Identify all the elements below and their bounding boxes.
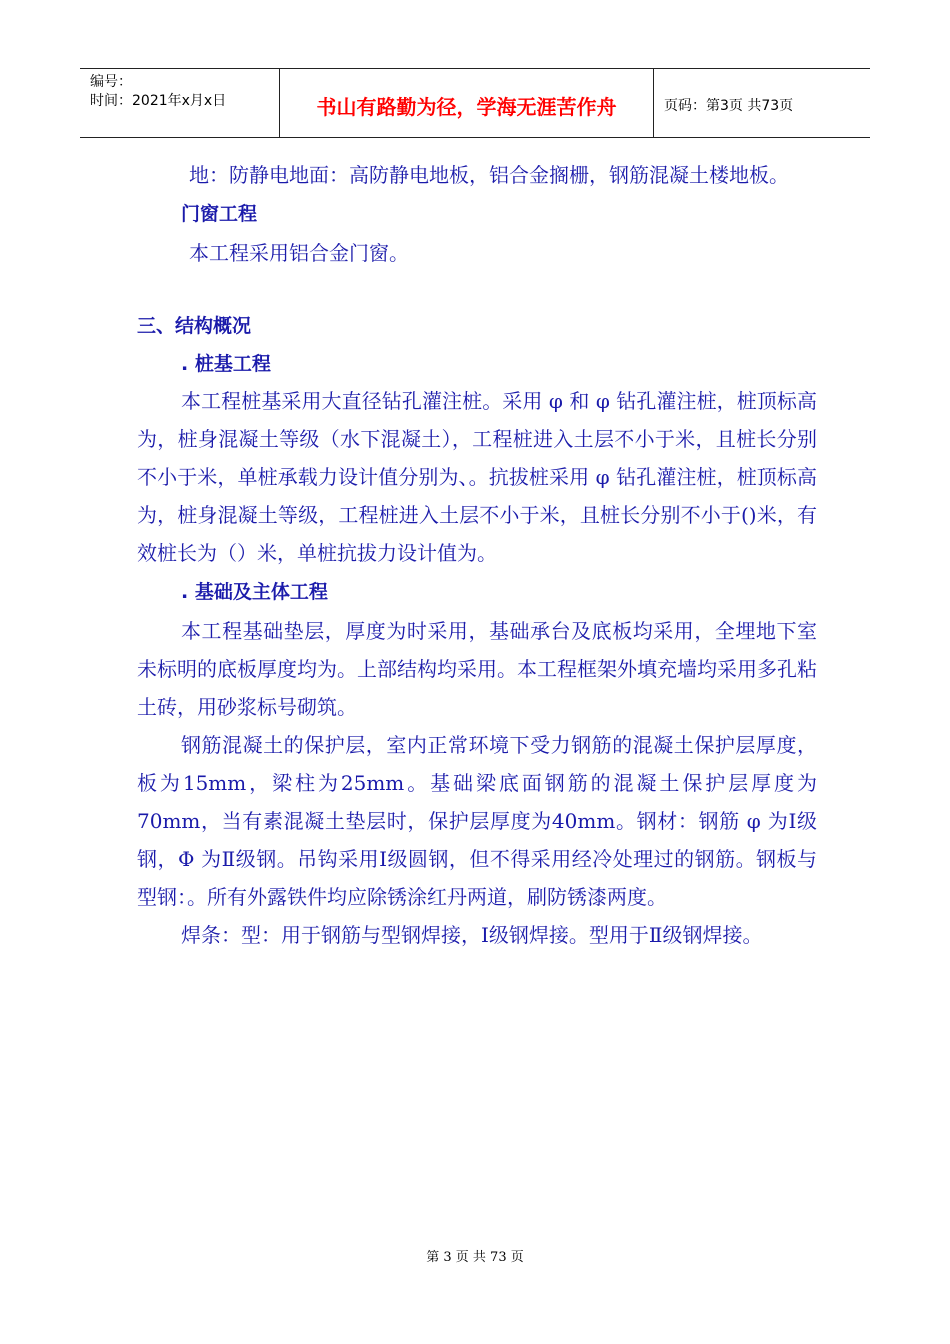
paragraph-foundation-1: 本工程基础垫层，厚度为时采用，基础承台及底板均采用，全埋地下室未标明的底板厚度均为。上部结构均采用。本工程框架外填充墙均采用多孔粘土砖，用砂浆标号砌筑。 — [137, 619, 817, 719]
paragraph-floor: 地：防静电地面：高防静电地板，铝合金搁栅，钢筋混凝土楼地板。 — [189, 163, 789, 187]
heading-doors-windows: 门窗工程 — [181, 203, 258, 225]
paragraph-doors-windows: 本工程采用铝合金门窗。 — [189, 241, 409, 265]
document-time: 时间：2021年x月x日 — [90, 93, 227, 109]
document-body — [137, 156, 817, 954]
header-page-info: 页码：第3页 共73页 — [664, 98, 794, 114]
heading-foundation-main: . 基础及主体工程 — [181, 581, 328, 603]
heading-structure: 三、结构概况 — [137, 315, 252, 337]
section-gap — [137, 272, 817, 306]
paragraph-pile-foundation: 本工程桩基采用大直径钻孔灌注桩。采用 φ 和 φ 钻孔灌注桩，桩顶标高为，桩身混凝土等级（水下混凝土），工程桩进入土层不小于米，且桩长分别不小于米，单桩承载力设计值分别为、。抗拔桩采用 φ 钻孔灌注桩，桩顶标高为，桩身混凝土等级，工程桩进入土层不小于米，且桩长分别不小于()米，有效桩长为（）米，单桩抗拔力设计值为。 — [137, 389, 817, 565]
page-header — [80, 68, 870, 138]
page-footer: 第 3 页 共 73 页 — [426, 1250, 524, 1265]
header-motto: 书山有路勤为径，学海无涯苦作舟 — [280, 69, 654, 137]
header-meta — [80, 69, 280, 137]
document-number: 编号： — [90, 74, 132, 90]
paragraph-foundation-3: 焊条：型：用于钢筋与型钢焊接，Ⅰ级钢焊接。型用于Ⅱ级钢焊接。 — [181, 923, 763, 947]
heading-pile-foundation: . 桩基工程 — [181, 353, 271, 375]
paragraph-foundation-2: 钢筋混凝土的保护层，室内正常环境下受力钢筋的混凝土保护层厚度，板为15mm，梁柱为25mm。基础梁底面钢筋的混凝土保护层厚度为70mm，当有素混凝土垫层时，保护层厚度为40mm。钢材：钢筋 φ 为Ⅰ级钢，Φ 为Ⅱ级钢。吊钩采用Ⅰ级圆钢，但不得采用经冷处理过的钢筋。钢板与型钢：。所有外露铁件均应除锈涂红丹两道，刷防锈漆两度。 — [137, 733, 817, 909]
